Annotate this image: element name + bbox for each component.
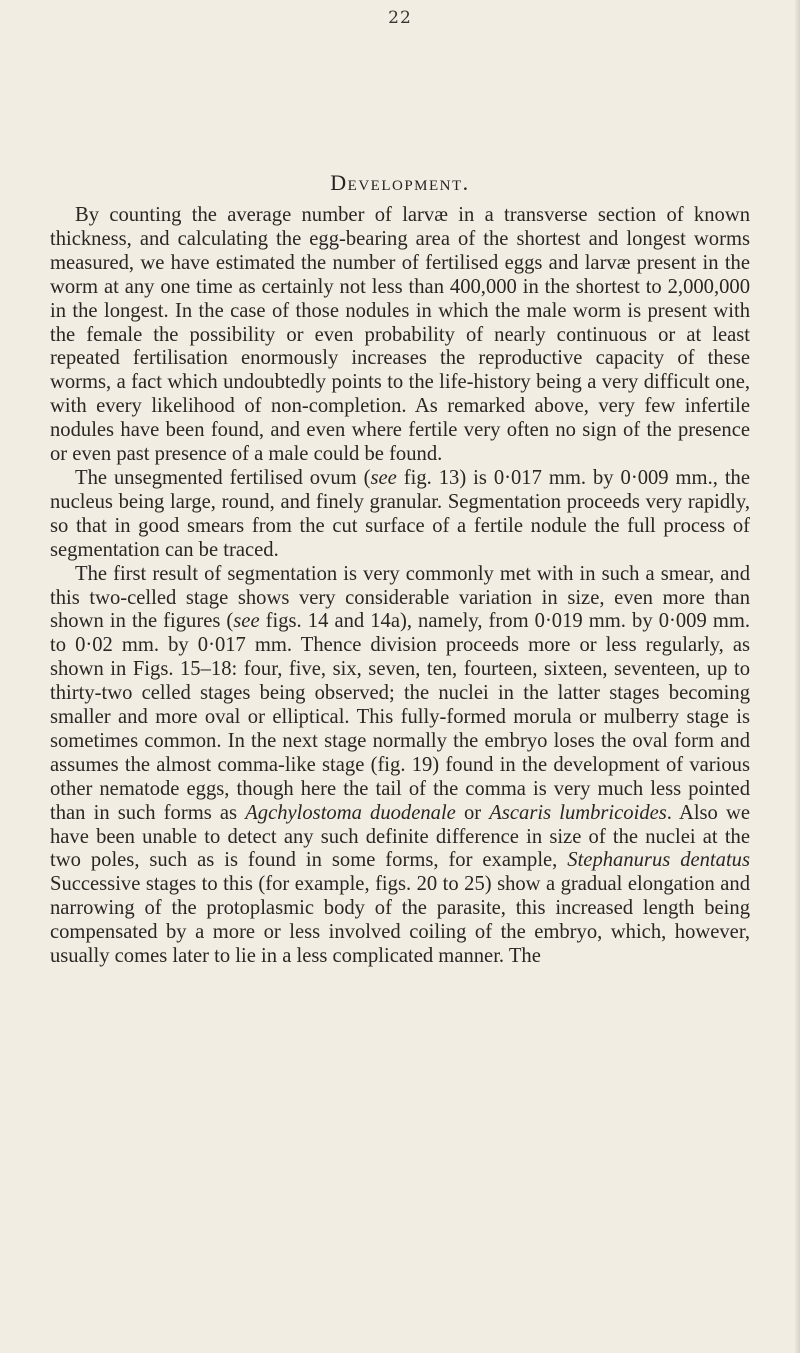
body-text <box>50 204 750 969</box>
paragraph <box>50 204 750 467</box>
paragraph <box>50 467 750 563</box>
text-run: or <box>455 801 490 824</box>
text-run: Successive stages to this (for example, figs. 20 to 25) show a gradual elongation and narrowing of the protoplasmic body of the parasite, this increased length being compensated by a more or less involved coiling of the embryo, which, however, usually comes later to lie in a less complicated manner. The <box>50 873 750 968</box>
species-name: Agchylostoma duodenale <box>245 801 456 824</box>
text-run: The first result of segmentation is very commonly met with in such a smear, and this two-celled stage shows very considerable variation in size, even more than shown in the figures ( <box>50 562 750 633</box>
italic-text-run: see <box>370 466 397 489</box>
section-heading: Development. <box>330 170 470 195</box>
page-edge-shadow <box>794 0 800 1353</box>
italic-text-run: see <box>233 610 260 633</box>
species-name: Ascaris lumbricoides <box>489 801 667 824</box>
paragraph <box>50 563 750 969</box>
text-run: . Also we have been unable to detect any such definite difference in size of the nuclei at the two poles, such as is found in some forms, for example, <box>50 801 751 872</box>
species-name: Stephanurus dentatus <box>567 849 750 872</box>
page-number: 22 <box>388 8 412 28</box>
text-run: By counting the average number of larvæ in a transverse section of known thickness, and calculating the egg-bearing area of the shortest and longest worms measured, we have estimated the number of fertilised eggs and larvæ present in the worm at any one time as certainly not less than 400,000 in the shortest to 2,000,000 in the longest. In the case of those nodules in which the male worm is present with the female the possibility or even probability of nearly continuous or at least repeated fertilisation enormously increases the reproductive capacity of these worms, a fact which undoubtedly points to the life-history being a very difficult one, with every likelihood of non-completion. As remarked above, very few infertile nodules have been found, and even where fertile very often no sign of the presence or even past presence of a male could be found. <box>50 204 750 466</box>
text-run: figs. 14 and 14a), namely, from 0·019 mm. by 0·009 mm. to 0·02 mm. by 0·017 mm. Thence division proceeds more or less regularly, as shown in Figs. 15–18: four, five, six, seven, ten, fourteen, sixteen, seventeen, up to thirty-two celled stages being observed; the nuclei in the latter stages becoming smaller and more oval or elliptical. This fully-formed morula or mulberry stage is sometimes common. In the next stage normally the embryo loses the oval form and assumes the almost comma-like stage (fig. 19) found in the development of various other nematode eggs, though here the tail of the comma is very much less pointed than in such forms as <box>50 610 750 824</box>
text-run: fig. 13) is 0·017 mm. by 0·009 mm., the nucleus being large, round, and finely granular. Segmentation proceeds very rapidly, so that in good smears from the cut surface of a fertile nodule the full process of segmentation can be traced. <box>50 466 750 561</box>
text-run: The unsegmented fertilised ovum ( <box>75 466 371 489</box>
